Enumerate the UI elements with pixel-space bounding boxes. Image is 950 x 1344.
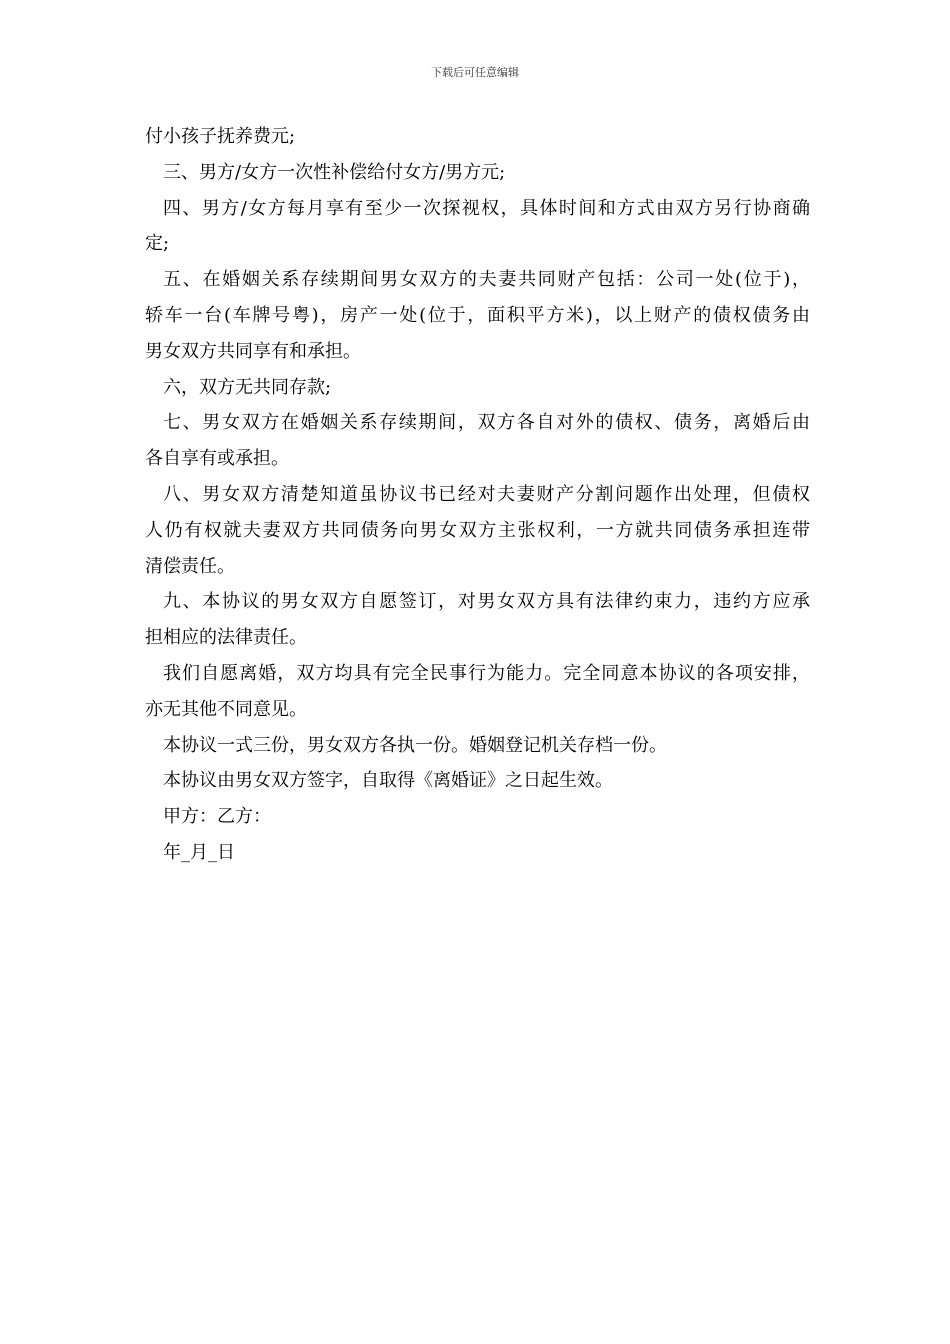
paragraph-line: 九、本协议的男女双方自愿签订，对男女双方具有法律约束力，违约方应承 (163, 591, 810, 613)
paragraph-line: 男女双方共同享有和承担。 (145, 340, 361, 362)
paragraph-line: 本协议一式三份，男女双方各执一份。婚姻登记机关存档一份。 (163, 734, 667, 756)
signature-line: 甲方：乙方： (163, 806, 271, 828)
paragraph-line: 轿车一台(车牌号粤)，房产一处(位于，面积平方米)，以上财产的债权债务由 (145, 304, 810, 326)
paragraph-line: 担相应的法律责任。 (145, 627, 307, 649)
paragraph-line: 亦无其他不同意见。 (145, 698, 307, 720)
paragraph-line: 六，双方无共同存款; (163, 376, 332, 398)
paragraph-line: 八、男女双方清楚知道虽协议书已经对夫妻财产分割问题作出处理，但债权 (163, 483, 810, 505)
page-header: 下载后可任意编辑 (431, 66, 519, 79)
paragraph-line: 七、男女双方在婚姻关系存续期间，双方各自对外的债权、债务，离婚后由 (163, 412, 810, 434)
paragraph-line: 人仍有权就夫妻双方共同债务向男女双方主张权利，一方就共同债务承担连带 (145, 519, 810, 541)
paragraph-line: 定; (145, 233, 170, 255)
paragraph-line: 我们自愿离婚，双方均具有完全民事行为能力。完全同意本协议的各项安排， (163, 662, 810, 684)
paragraph-line: 本协议由男女双方签字，自取得《离婚证》之日起生效。 (163, 770, 613, 792)
paragraph-line: 付小孩子抚养费元; (145, 126, 296, 147)
date-line: 年_月_日 (163, 841, 235, 863)
paragraph-line: 五、在婚姻关系存续期间男女双方的夫妻共同财产包括：公司一处(位于)， (163, 269, 810, 291)
paragraph-line: 各自享有或承担。 (145, 448, 289, 470)
paragraph-line: 四、男方/女方每月享有至少一次探视权，具体时间和方式由双方另行协商确 (163, 197, 810, 219)
agreement-body (145, 119, 810, 871)
paragraph-line: 三、男方/女方一次性补偿给付女方/男方元; (163, 161, 506, 183)
paragraph-line: 清偿责任。 (145, 555, 235, 577)
